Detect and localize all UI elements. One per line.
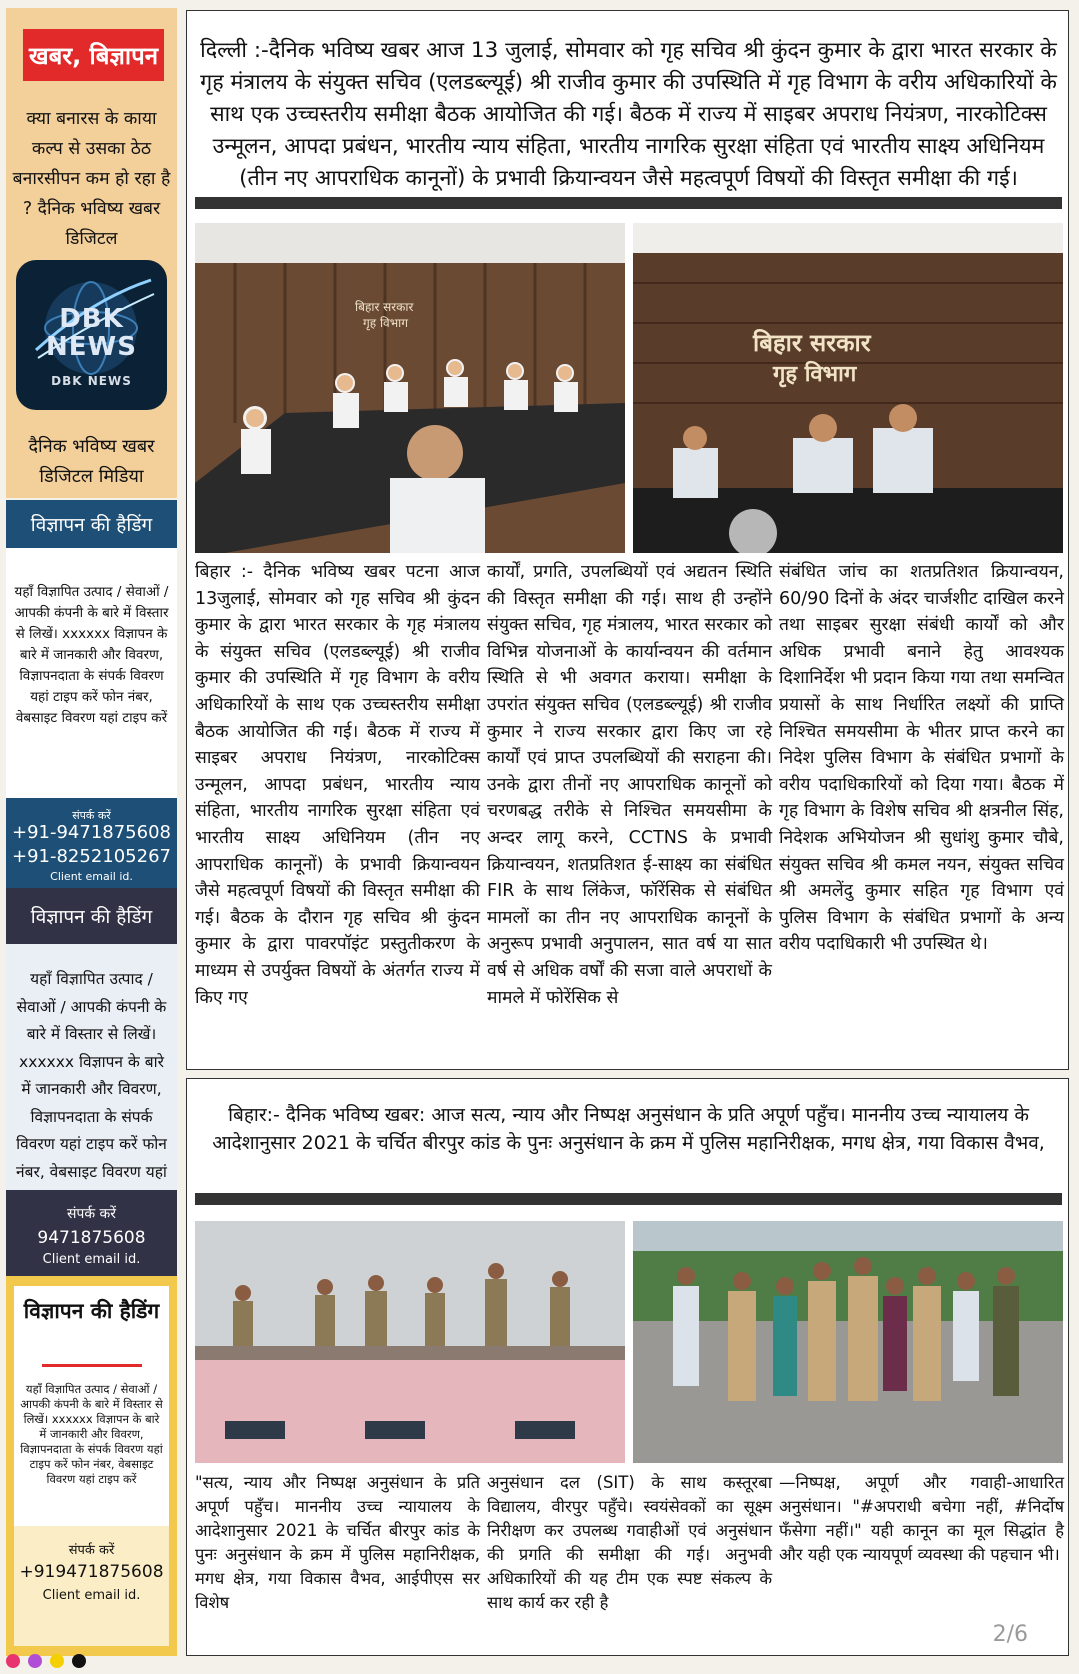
photo2-sign-line2: गृह विभाग [773, 362, 857, 387]
ad1-phone-2[interactable]: +91-8252105267 [11, 846, 171, 867]
article-1-column-3: संबंधित जांच का शतप्रतिशत क्रियान्वयन, 60/90 दिनों के अंदर चार्जशीट दाखिल करने तथा साइबर सुरक्षा संबंधी कार्यों को और अधिक प्रभावी बनाने हेतु आवश्यक दिशानिर्देश भी प्रदान किया गया तथा समन्वित प्रयासों के साथ निर्धारित लक्ष्यों की प्राप्ति निश्चित समयसीमा के भीतर प्राप्त करने का निदेश पुलिस विभाग के संबंधित प्रभागों के वरीय पदाधिकारियों को दिया गया। बैठक में गृह विभाग के विशेष सचिव श्री क्षत्रनील सिंह, निदेशक अभियोजन श्री सुधांशु कुमार चौबे, संयुक्त सचिव श्री कमल नयन, संयुक्त सचिव श्री अमलेंदु कुमार सहित गृह विभाग एवं पुलिस विभाग के संबंधित प्रभागों के अन्य वरीय पदाधिकारी भी उपस्थित थे। [779, 562, 1064, 955]
section-tag[interactable]: खबर, बिज्ञापन [23, 29, 164, 81]
article-2-headline[interactable]: बिहार:- दैनिक भविष्य खबर: आज सत्य, न्याय और निष्पक्ष अनुसंधान के प्रति अपूर्ण पहुँच। माननीय उच्च न्यायालय के आदेशानुसार 2021 के चर्चित बीरपुर कांड के पुनः अनुसंधान के क्रम में पुलिस महानिरीक्षक, मगध क्षेत्र, गया विकास वैभव, [212, 1104, 1045, 1154]
article-1-column-2: कार्यों, प्रगति, उपलब्धियों एवं अद्यतन स्थिति की विस्तृत समीक्षा की गई। साथ ही उन्होंने संयुक्त सचिव, गृह मंत्रालय, भारत सरकार को विभिन्न योजनाओं के कार्यान्वयन की वर्तमान स्थिति से भी अवगत कराया। समीक्षा के उपरांत संयुक्त सचिव (एलडब्ल्यूई) श्री राजीव कुमार ने राज्य सरकार द्वारा किए जा रहे कार्यों एवं प्राप्त उपलब्धियों की सराहना की। उनके द्वारा तीनों नए आपराधिक कानूनों को चरणबद्ध तरीके से निश्चित समयसीमा के अन्दर लागू करने, CCTNS के प्रभावी क्रियान्वयन, शतप्रतिशत ई-साक्ष्य का संबंधित FIR के साथ लिंकेज, फॉरेंसिक से संबंधित मामलों का तीन नए आपराधिक कानूनों के अनुरूप प्रभावी अनुपालन, सात वर्ष या सात वर्ष से अधिक वर्षों की सजा वाले अपराधों के मामले में फोरेंसिक से [487, 562, 772, 1008]
ad1-contact-label: संपर्क करें [72, 809, 111, 822]
ad2-phone[interactable]: 9471875608 [37, 1228, 146, 1248]
ad1-phone-1[interactable]: +91-9471875608 [11, 822, 171, 843]
ad1-body: यहाँ विज्ञापित उत्पाद / सेवाओं / आपकी कंपनी के बारे में विस्तार से लिखें। xxxxxx विज्ञापन के बारे में जानकारी और विवरण, विज्ञापनदाता के संपर्क विवरण यहां टाइप करें फोन नंबर, वेबसाइट विवरण यहां टाइप करें [14, 584, 169, 726]
media-label: दैनिक भविष्य खबर डिजिटल मिडिया [28, 436, 155, 487]
meeting-photo-1-image [195, 223, 625, 553]
photo2-sign-line1: बिहार सरकार [753, 329, 871, 357]
logo-line-1: DBK [59, 304, 124, 334]
logo-caption: DBK NEWS [51, 374, 132, 388]
color-dots [6, 1654, 106, 1670]
ad2-contact-label: संपर्क करें [66, 1206, 117, 1222]
ad2-body-panel [6, 944, 177, 1190]
meeting-photo-2-image [633, 223, 1063, 553]
rooftop-photo-image [195, 1221, 625, 1463]
ad3-divider [42, 1364, 142, 1367]
ad3-contact-label: संपर्क करें [68, 1543, 115, 1558]
ad1-email[interactable]: Client email id. [50, 870, 133, 883]
ad3-box [6, 1276, 177, 1656]
inspection-photo-image [633, 1221, 1063, 1463]
logo-line-2: NEWS [46, 332, 137, 362]
promo-question[interactable]: क्या बनारस के काया कल्प से उसका ठेठ बनारसीपन कम हो रहा है ? दैनिक भविष्य खबर डिजिटल [12, 109, 171, 249]
article-2-column-1: "सत्य, न्याय और निष्पक्ष अनुसंधान के प्रति अपूर्ण पहुँच। माननीय उच्च न्यायालय के आदेशानुसार 2021 के चर्चित बीरपुर कांड के पुनः अनुसंधान के क्रम में पुलिस महानिरीक्षक, मगध क्षेत्र, गया विकास वैभव, आईपीएस सर विशेष [195, 1473, 480, 1612]
article-2-divider [195, 1193, 1062, 1205]
ad3-phone[interactable]: +919471875608 [19, 1562, 164, 1582]
rooftop-photo[interactable] [195, 1221, 625, 1463]
color-dot [28, 1654, 42, 1668]
color-dot [72, 1654, 86, 1668]
ad2-heading: विज्ञापन की हैडिंग [6, 888, 177, 944]
ad1-heading: विज्ञापन की हैडिंग [6, 500, 177, 548]
ad1-body-panel [6, 548, 177, 798]
ad2-email[interactable]: Client email id. [42, 1252, 141, 1267]
article-1-divider [195, 197, 1062, 209]
article-2 [186, 1078, 1069, 1656]
ad3-body: यहाँ विज्ञापित उत्पाद / सेवाओं / आपकी कंपनी के बारे में विस्तार से लिखें। xxxxxx विज्ञापन के बारे में जानकारी और विवरण, विज्ञापनदाता के संपर्क विवरण यहां टाइप करें फोन नंबर, वेबसाइट विवरण यहां टाइप करें [20, 1382, 163, 1486]
color-dot [6, 1654, 20, 1668]
photo1-sign-line1: बिहार सरकार [355, 300, 414, 314]
ad2-body: यहाँ विज्ञापित उत्पाद / सेवाओं / आपकी कंपनी के बारे में विस्तार से लिखें। xxxxxx विज्ञापन के बारे में जानकारी और विवरण, विज्ञापनदाता के संपर्क विवरण यहां टाइप करें फोन नंबर, वेबसाइट विवरण यहां [16, 970, 167, 1181]
article-1-column-1: बिहार :- दैनिक भविष्य खबर पटना आज 13जुलाई, सोमवार को गृह सचिव श्री कुंदन कुमार के द्वारा भारत सरकार के गृह मंत्रालय के संयुक्त सचिव (एलडब्ल्यूई) श्री राजीव कुमार की उपस्थिति में गृह विभाग के वरीय अधिकारियों के साथ एक उच्चस्तरीय समीक्षा बैठक आयोजित की गई। बैठक में राज्य में साइबर अपराध नियंत्रण, नारकोटिक्स उन्मूलन, आपदा प्रबंधन, भारतीय न्याय संहिता, भारतीय नागरिक सुरक्षा संहिता एवं भारतीय साक्ष्य अधिनियम (तीन नए आपराधिक कानूनों) के प्रभावी क्रियान्वयन जैसे महत्वपूर्ण विषयों की विस्तृत समीक्षा की गई। बैठक के दौरान गृह सचिव श्री कुंदन कुमार के द्वारा पावरपॉइंट प्रस्तुतीकरण के माध्यम से उपर्युक्त विषयों के अंतर्गत राज्य में किए गए [195, 562, 480, 1008]
ad3-card [14, 1286, 169, 1646]
inspection-photo[interactable] [633, 1221, 1063, 1463]
ad3-email[interactable]: Client email id. [42, 1588, 141, 1603]
ad3-heading: विज्ञापन की हैडिंग [23, 1299, 160, 1323]
article-1-headline[interactable]: दिल्ली :-दैनिक भविष्य खबर आज 13 जुलाई, सोमवार को गृह सचिव श्री कुंदन कुमार के द्वारा भारत सरकार के गृह मंत्रालय के संयुक्त सचिव (एलडब्ल्यूई) श्री राजीव कुमार की उपस्थिति में गृह विभाग के वरीय अधिकारियों के साथ एक उच्चस्तरीय समीक्षा बैठक आयोजित की गई। बैठक में राज्य में साइबर अपराध नियंत्रण, नारकोटिक्स उन्मूलन, आपदा प्रबंधन, भारतीय न्याय संहिता, भारतीय नागरिक सुरक्षा संहिता एवं भारतीय साक्ष्य अधिनियम (तीन नए आपराधिक कानूनों) के प्रभावी क्रियान्वयन जैसे महत्वपूर्ण विषयों की विस्तृत समीक्षा की गई। [200, 38, 1057, 191]
color-dot [50, 1654, 64, 1668]
ad2-contact [6, 1190, 177, 1276]
dbk-news-logo[interactable] [16, 260, 167, 410]
ad1-contact [6, 798, 177, 888]
ad3-contact [14, 1526, 169, 1646]
sidebar [6, 8, 177, 1656]
article-2-column-3: —निष्पक्ष, अपूर्ण और गवाही-आधारित अनुसंधान। "#अपराधी बचेगा नहीं, #निर्दोष फँसेगा नहीं।" यही कानून का मूल सिद्धांत है और यही एक न्यायपूर्ण व्यवस्था की पहचान भी। [779, 1473, 1064, 1564]
article-1 [186, 10, 1069, 1070]
meeting-photo-2[interactable] [633, 223, 1063, 553]
article-2-column-2: अनुसंधान दल (SIT) के साथ कस्तूरबा विद्यालय, वीरपुर पहुँचे। स्वयंसेवकों का सूक्ष्म निरीक्षण कर उपलब्ध गवाहीओं एवं अनुसंधान की प्रगति की समीक्षा की गई। अनुभवी अधिकारियों की यह टीम एक स्पष्ट संकल्प के साथ कार्य कर रही है [487, 1473, 772, 1612]
page-number: 2/6 [992, 1622, 1028, 1647]
sidebar-top-panel [6, 8, 177, 498]
photo1-sign-line2: गृह विभाग [363, 316, 409, 330]
meeting-photo-1[interactable] [195, 223, 625, 553]
